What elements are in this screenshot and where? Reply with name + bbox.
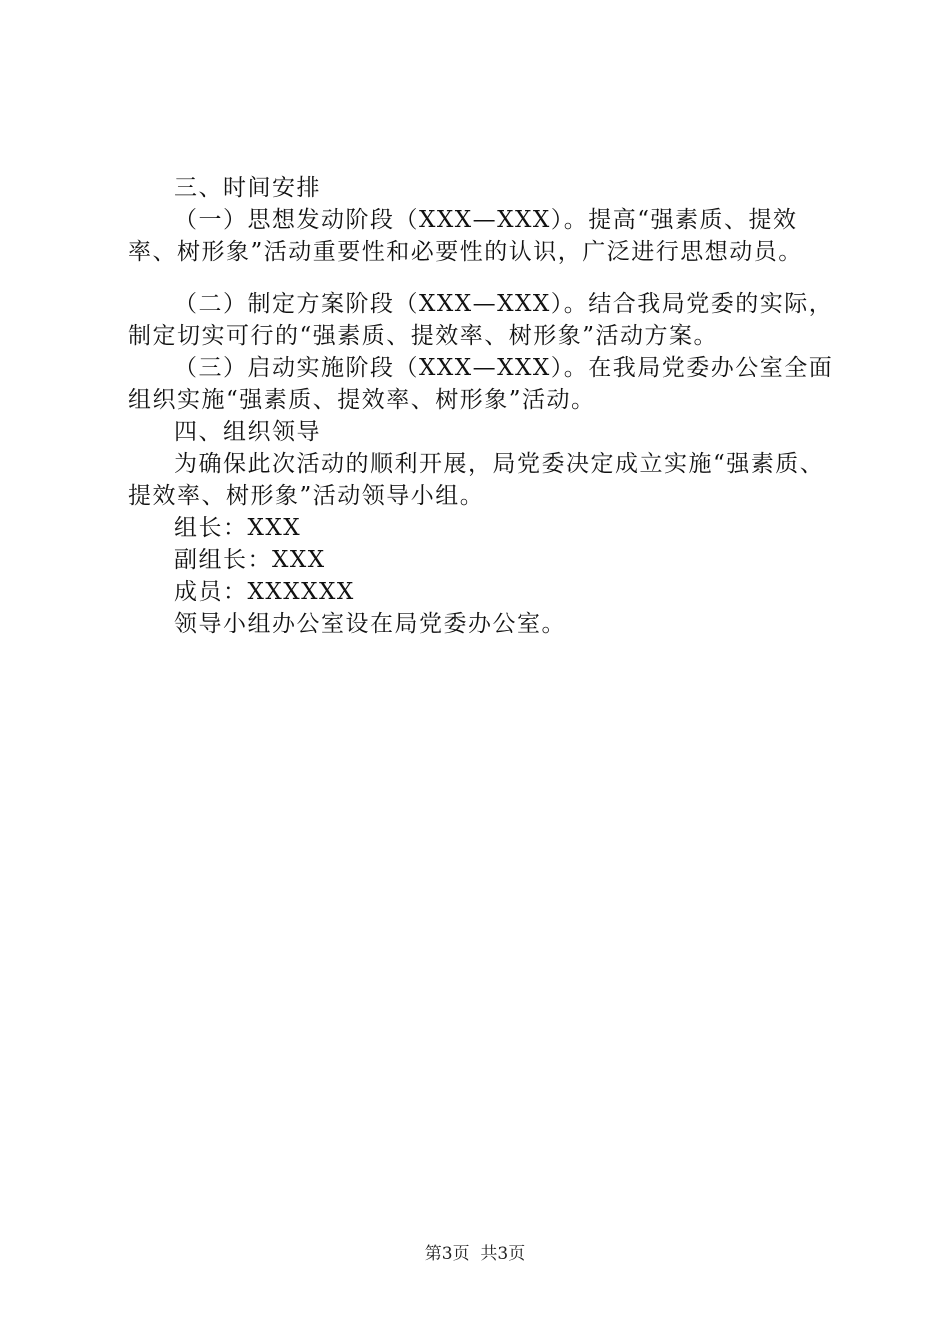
group-leader-line: 组长：XXX (174, 515, 302, 541)
paragraph-stage-two: （二）制定方案阶段（XXX—XXX）。结合我局党委的实际，制定切实可行的“强素质、提效率、树形象”活动方案。 (128, 291, 834, 349)
paragraph-stage-three: （三）启动实施阶段（XXX—XXX）。在我局党委办公室全面组织实施“强素质、提效率、树形象”活动。 (128, 355, 834, 413)
office-location-line: 领导小组办公室设在局党委办公室。 (174, 611, 566, 637)
deputy-leader-line: 副组长：XXX (174, 547, 326, 573)
section-heading-schedule: 三、时间安排 (174, 175, 321, 201)
paragraph-leadership-group: 为确保此次活动的顺利开展，局党委决定成立实施“强素质、提效率、树形象”活动领导小组。 (128, 451, 825, 509)
members-line: 成员：XXXXXX (174, 579, 355, 605)
page-number: 第3页 共3页 (424, 1244, 526, 1264)
paragraph-stage-one: （一）思想发动阶段（XXX—XXX）。提高“强素质、提效率、树形象”活动重要性和必要性的认识，广泛进行思想动员。 (128, 207, 803, 265)
page-footer (0, 1242, 950, 1266)
section-heading-leadership: 四、组织领导 (174, 419, 321, 445)
document-body (128, 172, 840, 640)
